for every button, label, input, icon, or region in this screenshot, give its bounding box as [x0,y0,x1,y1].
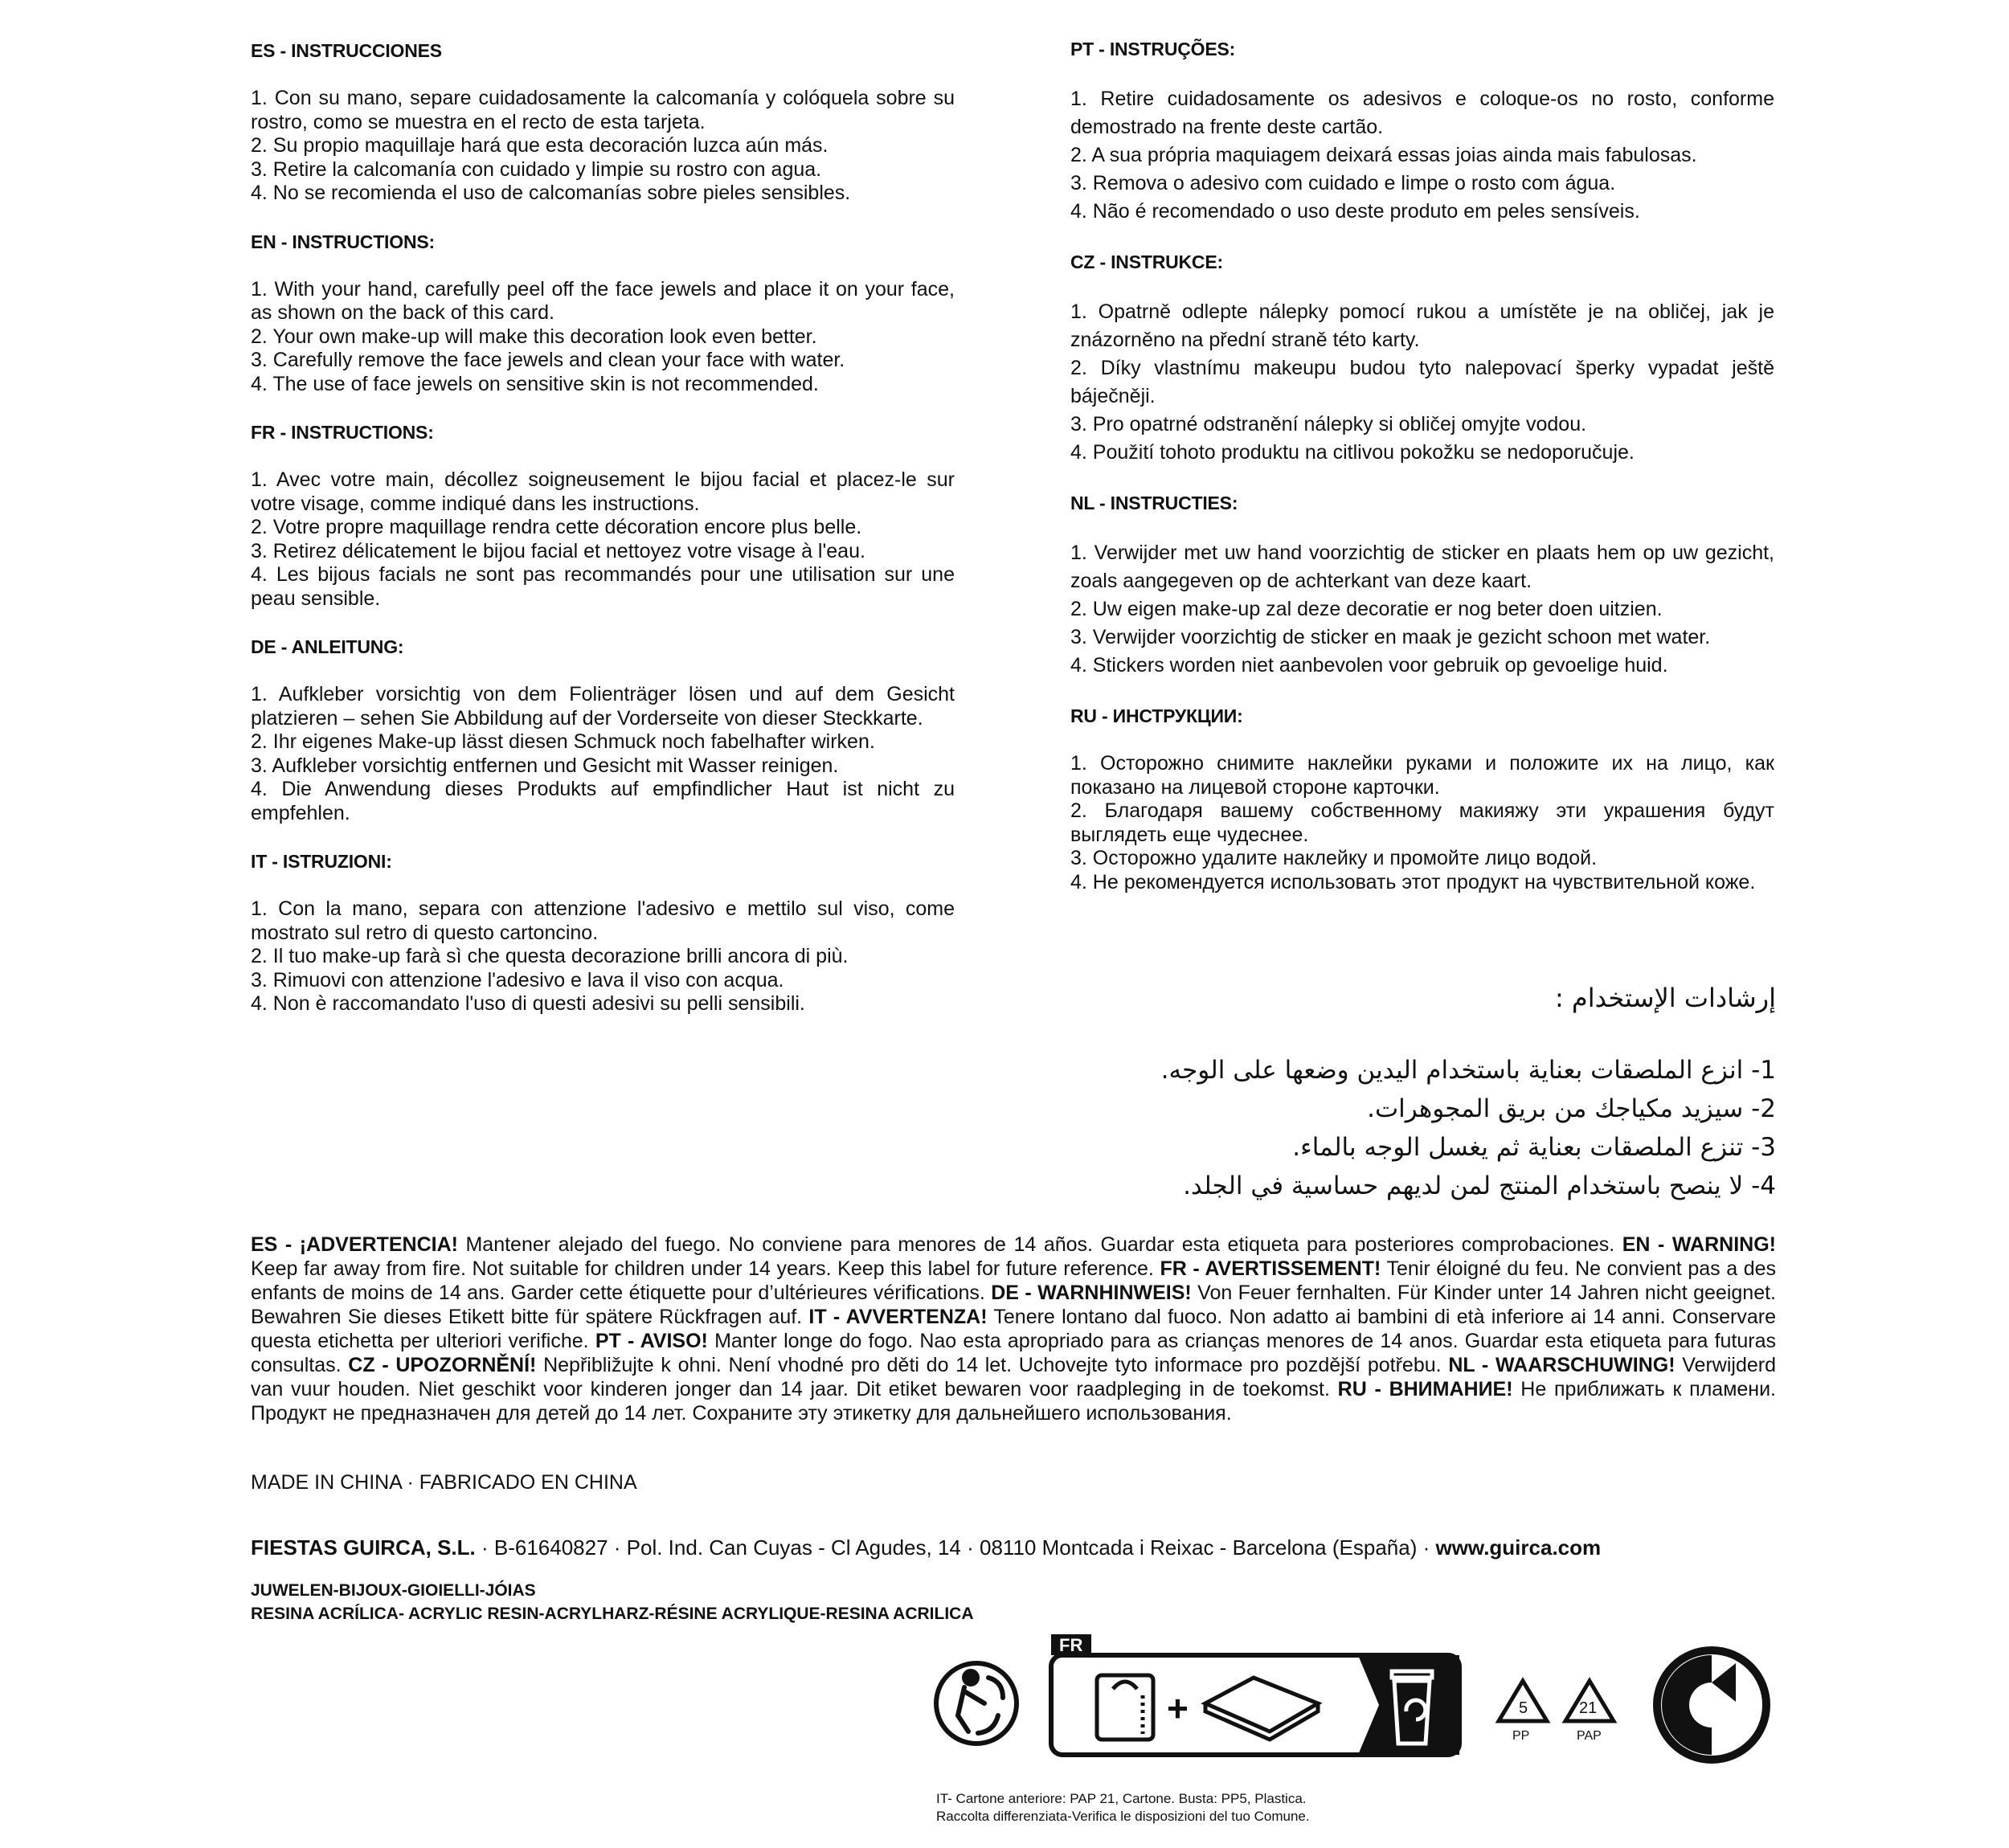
instructions-ar [1093,980,1776,1205]
instruction-step: 2. Votre propre maquillage rendra cette décoration encore plus belle. [251,516,862,538]
instruction-step: 1. Con su mano, separe cuidadosamente la calcomanía y colóquela sobre su rostro, como se muestra en el recto de esta tarjeta. [251,87,955,133]
instruction-step: 3. Осторожно удалите наклейку и промойте лицо водой. [1070,847,1598,869]
instruction-step: 3- تنزع الملصقات بعناية ثم يغسل الوجه بالماء. [1292,1133,1776,1162]
warning-label: DE - WARNHINWEIS! [991,1282,1192,1304]
instructions-left-column [251,0,955,1016]
section-heading: FR - INSTRUCTIONS: [251,422,434,443]
instruction-step: 1. Verwijder met uw hand voorzichtig de sticker en plaats hem op uw gezicht, zoals aangegeven op de achterkant van deze kaart. [1070,542,1774,592]
card-icon [1097,1675,1153,1740]
instruction-step: 2. Su propio maquillaje hará que esta decoración luzca aún más. [251,134,829,157]
warning-label: ES - ¡ADVERTENCIA! [251,1233,458,1256]
instruction-step: 1. Aufkleber vorsichtig von dem Folienträger lösen und auf dem Gesicht platzieren – sehen Sie Abbildung auf der Vorderseite von dieser Steckkarte. [251,683,955,730]
warning-label: PT - AVISO! [595,1330,708,1352]
warning-label: CZ - UPOZORNĚNÍ! [348,1354,537,1376]
warning-text: Manter longe do fogo. Nao esta apropriado para as crianças menores de 14 anos. Guardar esta etiqueta para futuras consultas. [251,1330,1777,1376]
svg-text:PAP: PAP [1577,1729,1602,1743]
instruction-step: 3. Pro opatrné odstranění nálepky si obličej omyjte vodou. [1070,413,1587,435]
instruction-step: 1. Осторожно снимите наклейки руками и положите их на лицо, как показано на лицевой стороне карточки. [1070,752,1774,799]
instruction-step: 3. Remova o adesivo com cuidado e limpe o rosto com água. [1070,172,1616,194]
warning-text: Не приближать к пламени. Продукт не предназначен для детей до 14 лет. Сохраните эту этикетку для дальнейшего использования. [251,1378,1776,1425]
instruction-step: 4. Les bijous facials ne sont pas recommandés pour une utilisation sur une peau sensible. [251,563,955,610]
section-heading: PT - INSTRUÇÕES: [1070,39,1236,59]
instruction-step: 1. Retire cuidadosamente os adesivos e coloque-os no rosto, conforme demostrado na frente deste cartão. [1070,88,1774,138]
svg-text:21: 21 [1579,1699,1598,1717]
instruction-step: 4. Non è raccomandato l'uso di questi adesivi su pelli sensibili. [251,992,805,1015]
warning-text: Keep far away from fire. Not suitable for children under 14 years. Keep this label for future reference. [251,1257,1160,1280]
bag-icon [1205,1678,1318,1740]
instruction-step: 2. Uw eigen make-up zal deze decoratie er nog beter doen uitzien. [1070,598,1663,620]
instruction-step: 3. Verwijder voorzichtig de sticker en maak je gezicht schoon met water. [1070,626,1711,648]
instruction-step: 2. Díky vlastnímu makeupu budou tyto nalepovací šperky vypadat ještě báječněji. [1070,357,1774,407]
instruction-step: 1- انزع الملصقات بعناية باستخدام اليدين وضعها على الوجه. [1160,1056,1776,1085]
instruction-step: 3. Carefully remove the face jewels and clean your face with water. [251,349,845,371]
pap-recycle-icon [1565,1681,1614,1743]
company-website-link[interactable]: www.guirca.com [1435,1535,1602,1560]
instruction-step: 4. The use of face jewels on sensitive skin is not recommended. [251,372,819,395]
warning-text: Verwijderd van vuur houden. Niet geschikt voor kinderen jonger dan 14 jaar. Dit etiket bewaren voor raadpleging in de toekomst. [251,1354,1776,1400]
instruction-step: 2. Благодаря вашему собственному макияжу эти украшения будут выглядеть еще чудеснее. [1070,799,1774,846]
company-info [251,1535,1778,1560]
svg-text:PP: PP [1512,1729,1530,1743]
recycling-note-line: IT- Cartone anteriore: PAP 21, Cartone. Busta: PP5, Plastica. [936,1791,1307,1806]
section-heading: ES - INSTRUCCIONES [251,40,442,61]
instruction-step: 3. Aufkleber vorsichtig entfernen und Gesicht mit Wasser reinigen. [251,754,839,777]
instruction-step: 2- سيزيد مكياجك من بريق المجوهرات. [1367,1094,1776,1123]
instructions-cz [1070,250,1774,467]
instructions-right-column [1070,0,1774,894]
instruction-step: 1. Con la mano, separa con attenzione l'adesivo e mettilo sul viso, come mostrato sul retro di questo cartoncino. [251,897,955,944]
instructions-fr [251,420,955,611]
svg-text:+: + [1167,1687,1189,1729]
instructions-it [251,849,955,1016]
instruction-step: 4. Stickers worden niet aanbevolen voor gebruik op gevoelige huid. [1070,654,1668,677]
instruction-step: 1. Avec votre main, décollez soigneusement le bijou facial et placez-le sur votre visage, comme indiqué dans les instructions. [251,468,955,515]
recycling-note-line: Raccolta differenziata-Verifica le disposizioni del tuo Comune. [936,1809,1310,1824]
instruction-step: 3. Retirez délicatement le bijou facial et nettoyez votre visage à l'eau. [251,539,865,562]
materials-info [251,1579,974,1625]
company-details: · B-61640827 · Pol. Ind. Can Cuyas - Cl Agudes, 14 · 08110 Montcada i Reixac - Barcelona (España) · [475,1535,1436,1560]
made-in-label: MADE IN CHINA · FABRICADO EN CHINA [251,1471,637,1494]
instruction-step: 3. Retire la calcomanía con cuidado y limpie su rostro con agua. [251,157,822,181]
instructions-en [251,230,955,397]
section-heading: IT - ISTRUZIONI: [251,851,392,872]
warning-label: NL - WAARSCHUWING! [1448,1354,1676,1376]
instruction-step: 4- لا ينصح باستخدام المنتج لمن لديهم حساسية في الجلد. [1183,1171,1776,1200]
instruction-step: 4. Não é recomendado o uso deste produto em peles sensíveis. [1070,200,1640,223]
warning-text: Tenere lontano dal fuoco. Non adatto ai bambini di età inferiore ai 14 anni. Conservare questa etichetta per ulteriori verifiche. [251,1306,1776,1352]
recycling-icons [932,1615,1784,1800]
section-heading: NL - INSTRUCTIES: [1070,493,1238,513]
pp-recycle-icon [1499,1681,1547,1743]
warning-paragraph [251,1233,1776,1425]
recycling-note [936,1790,1310,1826]
info-tri-panel [1051,1634,1459,1755]
materials-line: JUWELEN-BIJOUX-GIOIELLI-JÓIAS [251,1581,536,1600]
section-heading: إرشادات الإستخدام : [1554,983,1776,1013]
instruction-step: 4. No se recomienda el uso de calcomanías sobre pieles sensibles. [251,182,851,204]
materials-line: RESINA ACRÍLICA- ACRYLIC RESIN-ACRYLHARZ-RÉSINE ACRYLIQUE-RESINA ACRILICA [251,1605,974,1623]
instructions-es [251,39,955,206]
svg-text:5: 5 [1519,1699,1528,1717]
warning-label: RU - ВНИМАНИЕ! [1337,1378,1513,1400]
green-dot-icon [1657,1650,1766,1760]
instruction-step: 2. A sua própria maquiagem deixará essas joias ainda mais fabulosas. [1070,144,1697,166]
instructions-de [251,635,955,825]
instructions-pt [1070,37,1774,226]
instruction-step: 4. Не рекомендуется использовать этот продукт на чувствительной коже. [1070,870,1756,893]
section-heading: EN - INSTRUCTIONS: [251,231,435,252]
warning-label: FR - AVERTISSEMENT! [1160,1257,1381,1280]
company-name: FIESTAS GUIRCA, S.L. [251,1535,476,1560]
info-tri-badge: FR [1059,1635,1083,1655]
section-heading: RU - ИНСТРУКЦИИ: [1070,705,1243,726]
section-heading: DE - ANLEITUNG: [251,636,404,657]
instruction-step: 3. Rimuovi con attenzione l'adesivo e lava il viso con acqua. [251,968,784,991]
instruction-step: 4. Použití tohoto produktu na citlivou pokožku se nedoporučuje. [1070,441,1635,464]
warning-text: Tenir éloigné du feu. Ne convient pas a des enfants de moins de 14 ans. Garder cette étiquette pour d’ultérieures vérifications. [251,1257,1777,1304]
warning-label: EN - WARNING! [1622,1233,1776,1256]
instruction-step: 4. Die Anwendung dieses Produkts auf empfindlicher Haut ist nicht zu empfehlen. [251,778,955,824]
instructions-ru [1070,704,1774,894]
instruction-step: 1. With your hand, carefully peel off the face jewels and place it on your face, as shown on the back of this card. [251,277,955,324]
instruction-step: 2. Ihr eigenes Make-up lässt diesen Schmuck noch fabelhafter wirken. [251,730,875,753]
instruction-step: 2. Your own make-up will make this decoration look even better. [251,325,817,348]
instruction-step: 1. Opatrně odlepte nálepky pomocí rukou a umístěte je na obličej, jak je znázorněno na přední straně této karty. [1070,301,1774,351]
section-heading: CZ - INSTRUKCE: [1070,251,1223,272]
warning-text: Mantener alejado del fuego. No conviene para menores de 14 años. Guardar esta etiqueta para posteriores comprobaciones. [457,1233,1622,1256]
warning-text: Nepřibližujte k ohni. Není vhodné pro děti do 14 let. Uchovejte tyto informace pro pozdější potřebu. [536,1354,1449,1376]
triman-icon [936,1663,1017,1744]
warning-label: IT - AVVERTENZA! [808,1306,988,1328]
warning-text: Von Feuer fernhalten. Für Kinder unter 14 Jahren nicht geeignet. Bewahren Sie dieses Etikett bitte für spätere Rückfragen auf. [251,1282,1776,1328]
instructions-nl [1070,491,1774,680]
instruction-step: 2. Il tuo make-up farà sì che questa decorazione brilli ancora di più. [251,945,849,967]
